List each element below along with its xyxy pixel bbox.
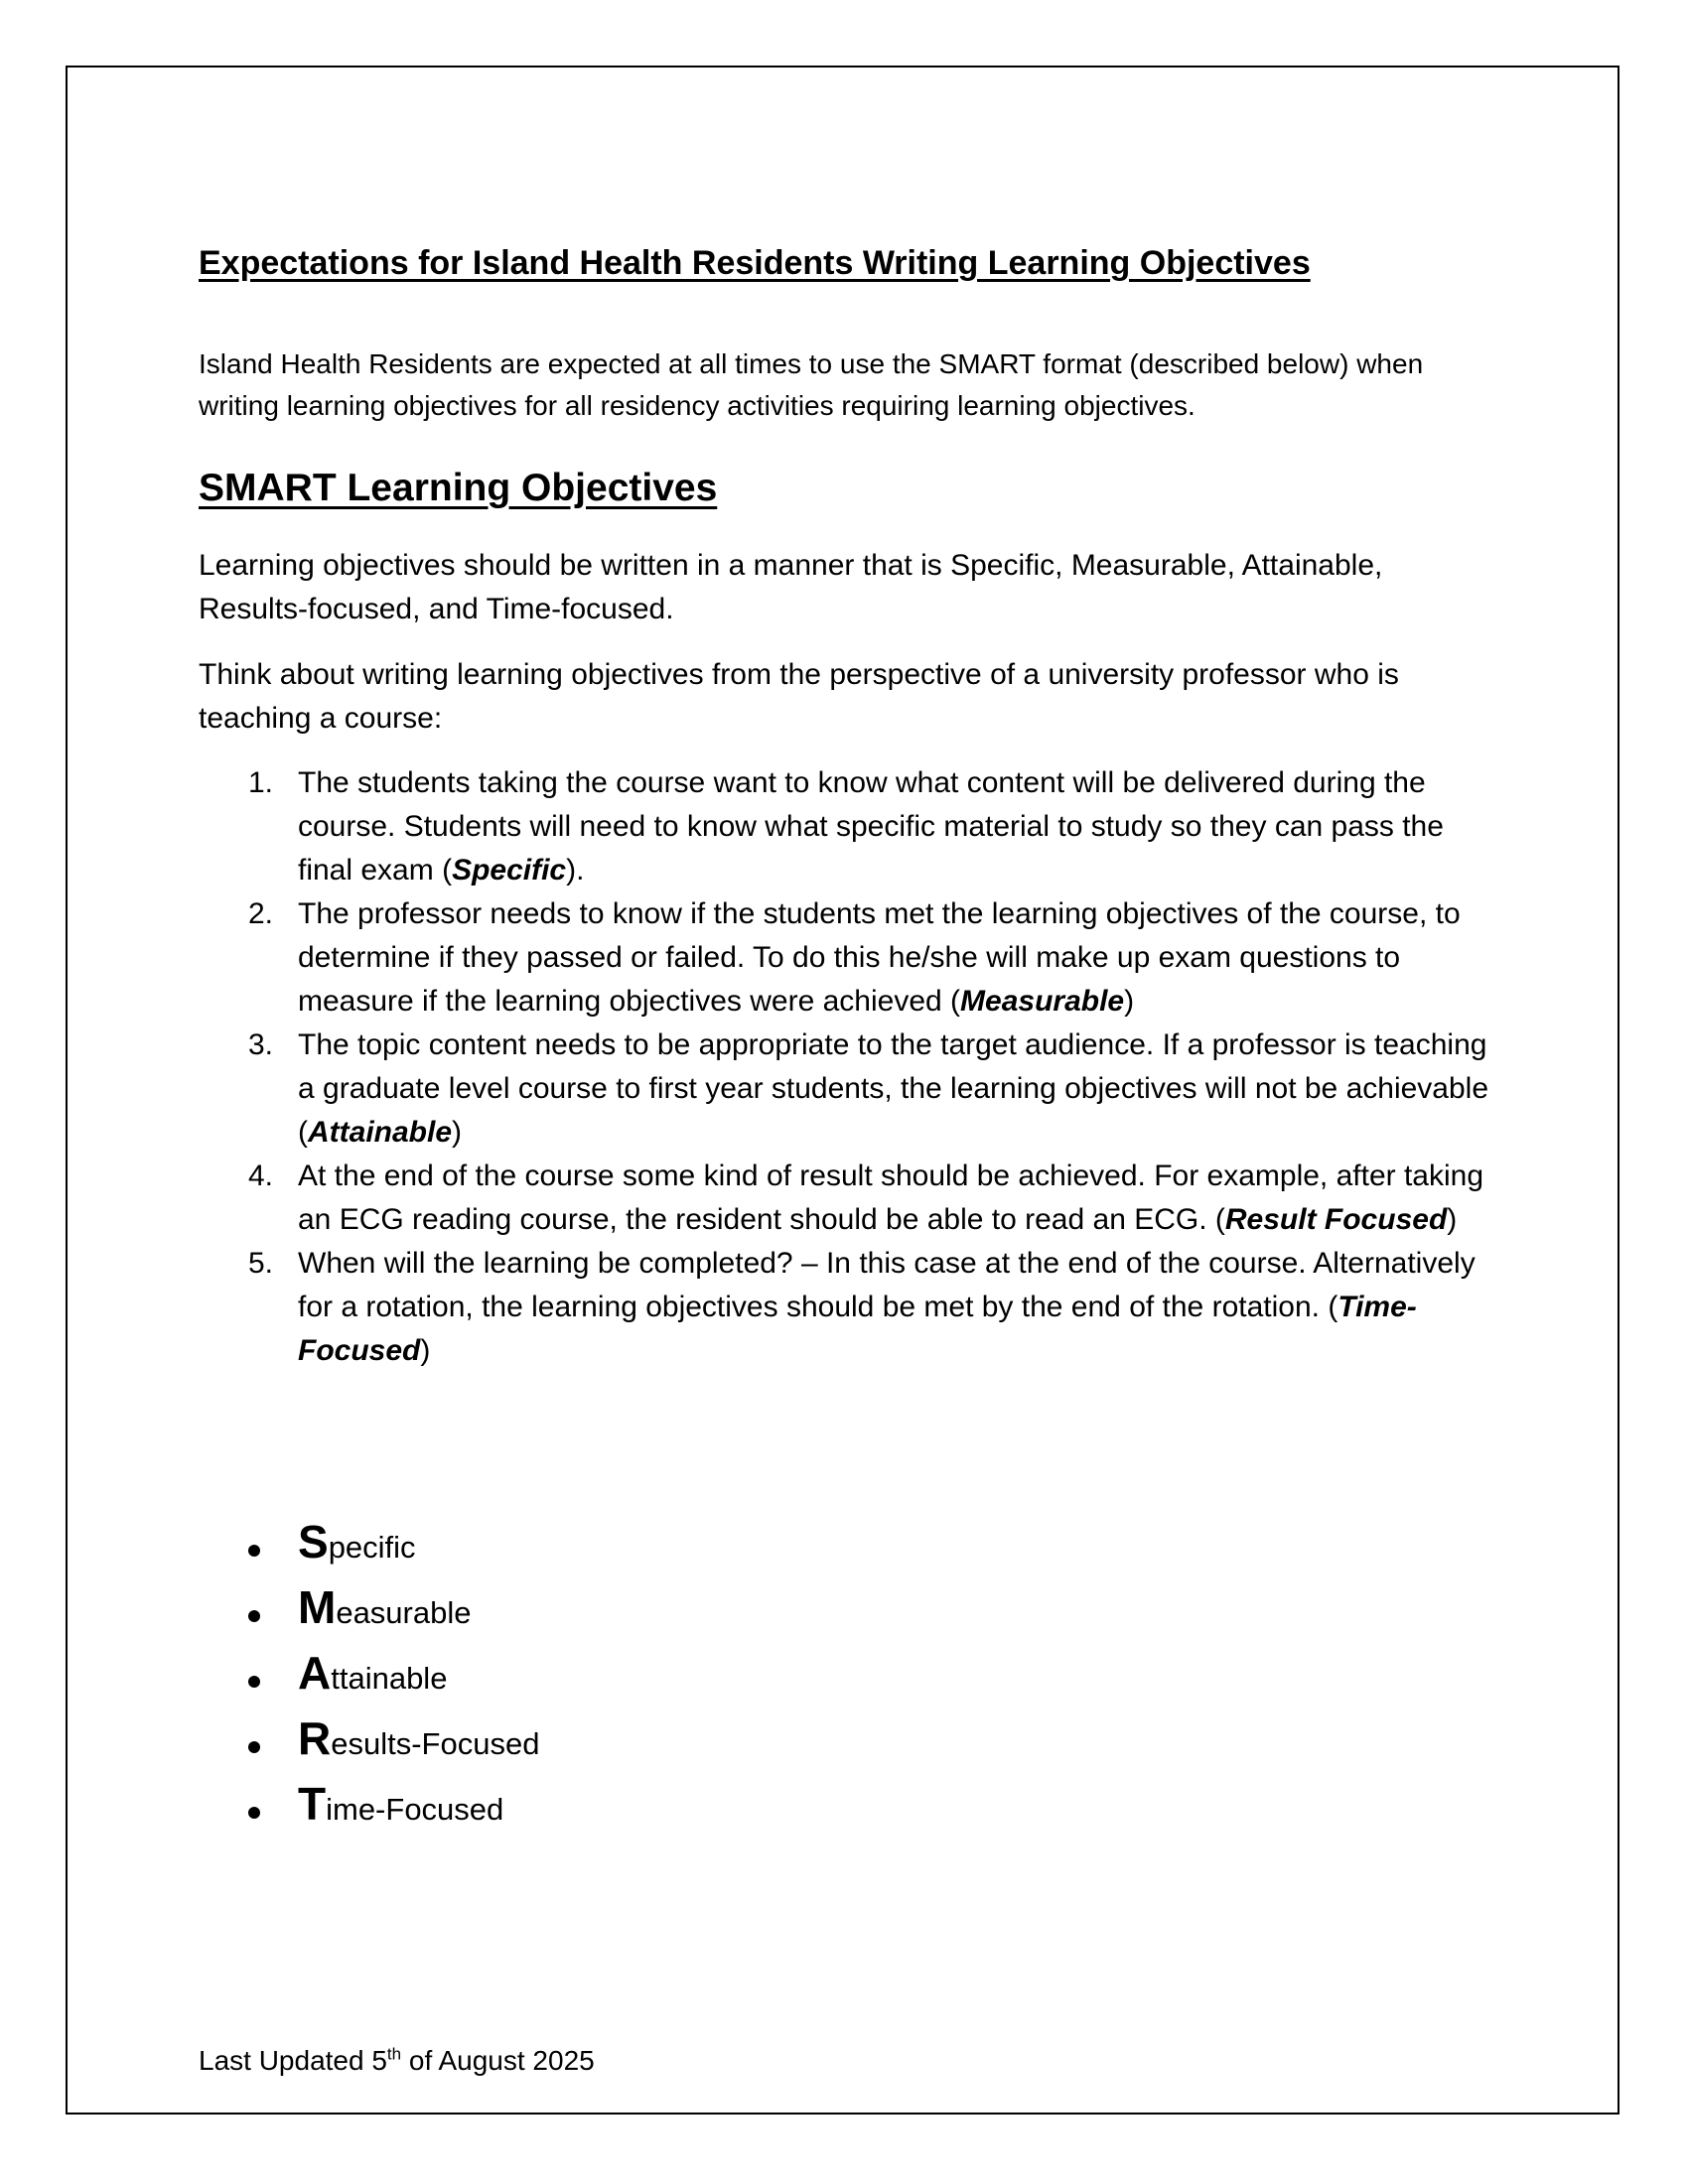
list-item xyxy=(199,892,1499,1024)
acronym-letter: A xyxy=(298,1647,332,1699)
list-item-closing: ) xyxy=(1447,1203,1458,1236)
bullet-icon xyxy=(248,1741,260,1753)
list-item-number: 3. xyxy=(248,1028,274,1061)
list-item-text: The professor needs to know if the students met the learning objectives of the course, to determine if they passed or failed. To do this he/she will make up exam questions to measure if the learning objectives were achieved ( xyxy=(298,897,1461,1018)
smart-item-time-focused xyxy=(199,1771,539,1837)
list-item-closing: ) xyxy=(1124,985,1135,1018)
smart-item-specific xyxy=(199,1509,539,1574)
document-title: Expectations for Island Health Residents Writing Learning Objectives xyxy=(199,244,1311,282)
list-item xyxy=(199,1242,1499,1373)
list-item xyxy=(199,761,1499,892)
acronym-letter: M xyxy=(298,1581,337,1633)
smart-item-attainable xyxy=(199,1640,539,1706)
acronym-word-rest: pecific xyxy=(328,1530,416,1565)
bullet-icon xyxy=(248,1610,260,1622)
acronym-letter: R xyxy=(298,1712,332,1764)
list-item-closing: ). xyxy=(566,854,585,887)
list-item-number: 1. xyxy=(248,766,274,799)
numbered-list xyxy=(199,761,1499,1373)
bullet-icon xyxy=(248,1676,260,1688)
smart-item-measurable xyxy=(199,1574,539,1640)
smart-definition-paragraph: Learning objectives should be written in a manner that is Specific, Measurable, Attainable, Results-focused, and Time-focused. xyxy=(199,549,1383,625)
perspective-paragraph: Think about writing learning objectives from the perspective of a university professor who is teaching a course: xyxy=(199,658,1399,735)
smart-acronym-list xyxy=(199,1509,539,1837)
bullet-icon xyxy=(248,1545,260,1557)
acronym-word-rest: ttainable xyxy=(331,1661,448,1696)
acronym-letter: S xyxy=(298,1516,329,1568)
footer-superscript: th xyxy=(386,2044,402,2064)
list-item-keyword: Specific xyxy=(452,854,567,887)
acronym-word-rest: esults-Focused xyxy=(331,1726,540,1761)
list-item-text: The topic content needs to be appropriate to the target audience. If a professor is teaching a graduate level course to first year students, the learning objectives will not be achievable ( xyxy=(298,1028,1489,1149)
acronym-word-rest: easurable xyxy=(336,1595,472,1630)
list-item-text: At the end of the course some kind of result should be achieved. For example, after taking an ECG reading course, the resident should be able to read an ECG. ( xyxy=(298,1160,1484,1236)
list-item-text: When will the learning be completed? – In this case at the end of the course. Alternatively for a rotation, the learning objectives should be met by the end of the rotation. ( xyxy=(298,1247,1476,1323)
last-updated-footer xyxy=(199,2041,595,2081)
smart-item-results-focused xyxy=(199,1706,539,1771)
acronym-word-rest: ime-Focused xyxy=(326,1792,504,1827)
list-item-keyword: Attainable xyxy=(308,1116,453,1149)
list-item-keyword: Measurable xyxy=(960,985,1125,1018)
list-item xyxy=(199,1155,1499,1242)
list-item-text: The students taking the course want to know what content will be delivered during the course. Students will need to know what specific material to study so they can pass the final exam ( xyxy=(298,766,1444,887)
list-item-number: 4. xyxy=(248,1160,274,1192)
bullet-icon xyxy=(248,1807,260,1819)
list-item-keyword: Result Focused xyxy=(1224,1203,1448,1236)
list-item-closing: ) xyxy=(452,1116,463,1149)
list-item-closing: ) xyxy=(420,1334,431,1367)
list-item xyxy=(199,1024,1499,1155)
list-item-number: 2. xyxy=(248,897,274,930)
list-item-keyword: Time-Focused xyxy=(298,1291,1417,1367)
intro-paragraph: Island Health Residents are expected at all times to use the SMART format (described below) when writing learning objectives for all residency activities requiring learning objectives. xyxy=(199,348,1424,421)
footer-suffix: of August 2025 xyxy=(401,2045,595,2076)
acronym-letter: T xyxy=(298,1778,327,1830)
footer-prefix: Last Updated 5 xyxy=(199,2045,387,2076)
list-item-number: 5. xyxy=(248,1247,274,1280)
section-heading: SMART Learning Objectives xyxy=(199,467,718,509)
